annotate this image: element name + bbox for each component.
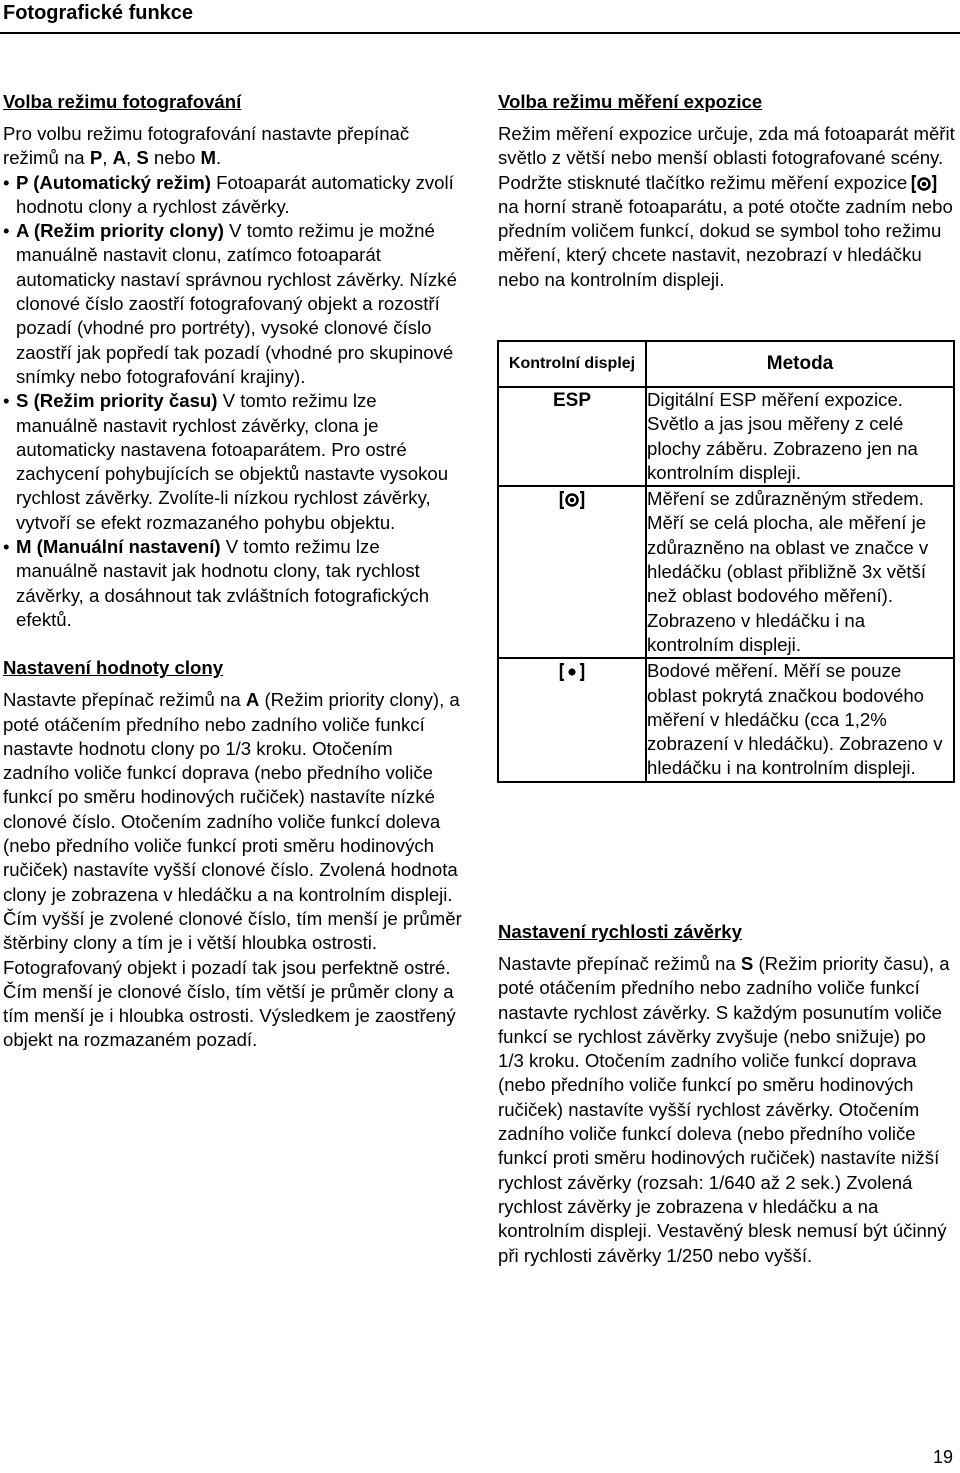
description-cell: Bodové měření. Měří se pouze oblast pokrytá značkou bodového měření v hledáčku (cca 1,2% zobrazení v hledáčku). Zobrazeno v hledáčku i na kontrolním displeji. [646,658,954,781]
spot-meter-icon [559,663,585,681]
center-weighted-meter-icon [559,491,585,509]
list-item-title: M (Manuální nastavení) [16,536,221,558]
description-cell: Měření se zdůrazněným středem. Měří se celá plocha, ale měření je zdůrazněno na oblast ve značce v hledáčku (oblast přibližně 3x větší než oblast bodového měření). Zobrazeno v hledáčku i na kontrolním displeji. [646,486,954,658]
mode-s: S [136,147,149,169]
right-column [498,90,956,292]
left-column [3,90,463,1053]
column-header-display: Kontrolní displej [498,341,646,387]
mode-a: A [245,689,260,711]
list-item-title: A (Režim priority clony) [16,220,224,242]
list-item [3,219,463,389]
mode-p: P [89,147,103,169]
metering-body [498,122,956,292]
symbol-cell [498,658,646,781]
aperture-text: (Režim priority clony), a poté otáčením předního nebo zadního voliče funkcí nastavte hodnotu clony po 1/3 kroku. Otočením zadního voliče funkcí doprava (nebo předního voliče funkcí po směru hodinových ručiček) nastavíte nízké clonové číslo. Otočením zadního voliče funkcí doleva (nebo předního voliče funkcí proti směru hodinových ručiček) nastavíte vyšší clonové číslo. Zvolená hodnota clony je zobrazena v hledáčku a na kontrolním displeji. Čím vyšší je zvolené clonové číslo, tím menší je průměr štěrbiny clony a tím je i větší hloubka ostrosti. Fotografovaný objekt i pozadí tak jsou perfektně ostré. Čím menší je clonové číslo, tím větší je průměr clony a tím menší je i hloubka ostrosti. Výsledkem je zaostřený objekt na rozmazaném pozadí. [3,689,462,1051]
intro-end: . [215,147,222,169]
intro-sep: , [102,147,113,169]
list-item [3,535,463,632]
section-heading-aperture: Nastavení hodnoty clony [3,657,224,679]
mode-m: M [200,147,216,169]
table-header-row [498,341,954,387]
list-item-text: V tomto režimu lze manuálně nastavit rychlost závěrky, clona je automaticky nastavena fotoaparátem. Pro ostré zachycení pohybujících se objektů nastavte vysokou rychlost závěrky. Zvolíte-li nízkou rychlost závěrky, vytvoří se efekt rozmazaného pohybu objektu. [16,390,449,533]
section-heading-metering: Volba režimu měření expozice [498,91,763,112]
center-weighted-meter-icon [911,175,937,193]
list-item-title: P (Automatický režim) [16,171,211,193]
metering-text: na horní straně fotoaparátu, a poté otočte zadním nebo předním voličem funkcí, dokud se symbol toho režimu měření, který chcete nastavit, nezobrazí v hledáčku nebo na kontrolním displeji. [498,195,953,290]
metering-table [497,340,955,783]
table-row [498,658,954,781]
shutter-body [498,952,956,1268]
list-item-title: S (Režim priority času) [16,390,218,412]
shutter-text: (Režim priority času), a poté otáčením předního nebo zadního voliče funkcí nastavte rychlost závěrky. S každým posunutím voliče funkcí se rychlost závěrky zvyšuje (nebo snižuje) po 1/3 kroku. Otočením zadního voliče funkcí doprava (nebo předního voliče funkcí po směru hodinových ručiček) nastavíte vyšší rychlost závěrky. Otočením zadního voliče funkcí doleva (nebo předního voliče funkcí proti směru hodinových ručiček) nastavíte nižší rychlost závěrky (rozsah: 1/640 až 2 sek.) Zvolená rychlost závěrky je zobrazena v hledáčku a na kontrolním displeji. Vestavěný blesk nemusí být účinný při rychlosti závěrky 1/250 nebo vyšší. [498,953,950,1266]
page-title: Fotografické funkce [3,2,194,24]
list-item-text: Fotoaparát automaticky zvolí hodnotu clony a rychlost závěrky. [16,171,454,217]
intro-text: Pro volbu režimu fotografování nastavte přepínač režimů na [3,123,410,169]
esp-label: ESP [552,390,592,411]
page-header [0,0,960,34]
shooting-mode-list [3,171,463,633]
intro-or: nebo [148,147,201,169]
metering-text: Režim měření expozice určuje, zda má fotoaparát měřit světlo z větší nebo menší oblasti fotografované scény. Podržte stisknuté tlačítko režimu měření expozice [498,123,955,193]
symbol-cell [498,387,646,486]
right-column-lower [498,920,956,1268]
mode-a: A [112,147,126,169]
list-item-text: V tomto režimu lze manuálně nastavit jak hodnotu clony, tak rychlost závěrky, a dosáhnout tak zvláštních fotografických efektů. [16,536,430,630]
table-row [498,387,954,486]
section-heading-shooting-mode: Volba režimu fotografování [3,91,242,112]
shooting-mode-intro [3,122,463,171]
intro-sep: , [126,147,137,169]
list-item-text: V tomto režimu je možné manuálně nastavit clonu, zatímco fotoaparát automaticky nastaví správnou rychlost závěrky. Nízké clonové číslo zaostří fotografovaný objekt a rozostří pozadí (vhodné pro portréty), vysoké clonové číslo zaostří jak popředí tak pozadí (vhodné pro skupinové snímky nebo fotografování krajiny). [16,220,457,387]
mode-s: S [740,953,754,974]
aperture-body [3,688,463,1052]
section-heading-shutter: Nastavení rychlosti závěrky [498,921,742,942]
list-item [3,171,463,220]
table-row [498,486,954,658]
description-cell: Digitální ESP měření expozice. Světlo a jas jsou měřeny z celé plochy záběru. Zobrazeno jen na kontrolním displeji. [646,387,954,486]
shutter-text: Nastavte přepínač režimů na [498,953,741,974]
column-header-method: Metoda [646,341,954,387]
symbol-cell [498,486,646,658]
list-item [3,389,463,535]
aperture-text: Nastavte přepínač režimů na [3,689,246,711]
page-number: 19 [932,1447,953,1467]
